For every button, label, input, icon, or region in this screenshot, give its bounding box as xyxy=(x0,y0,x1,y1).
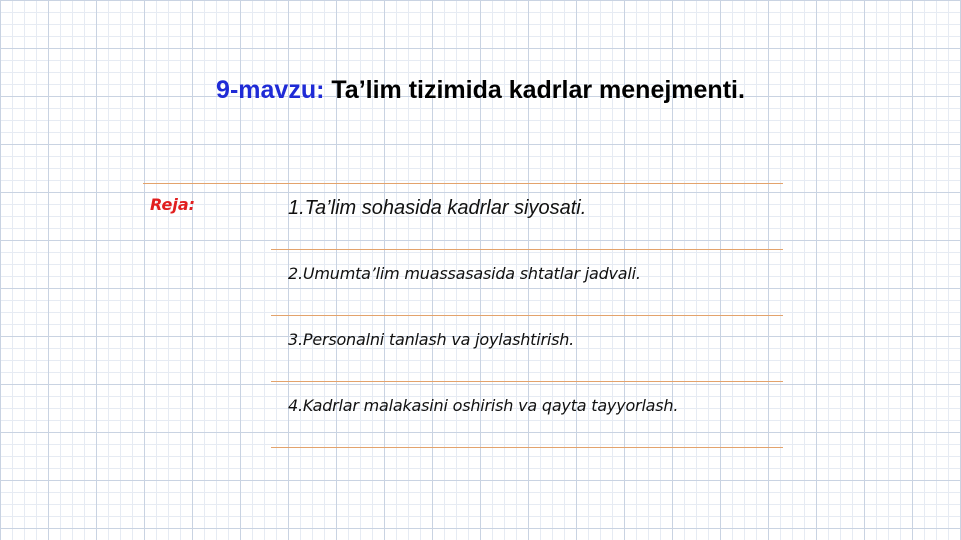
plan-item-2 xyxy=(271,250,783,316)
plan-item-4 xyxy=(271,382,783,448)
title-prefix: 9-mavzu: xyxy=(216,76,325,104)
plan-list xyxy=(271,184,783,448)
plan-item-1 xyxy=(271,184,783,250)
plan-item-text: 1.Ta’lim sohasida kadrlar siyosati. xyxy=(288,197,587,219)
plan-item-text: 3.Personalni tanlash va joylashtirish. xyxy=(288,330,575,349)
slide-title xyxy=(0,76,961,105)
plan-label: Reja: xyxy=(150,195,196,214)
title-text: Ta’lim tizimida kadrlar menejmenti. xyxy=(331,76,745,104)
plan-item-text: 4.Kadrlar malakasini oshirish va qayta tayyorlash. xyxy=(288,396,679,415)
plan-item-text: 2.Umumta’lim muassasasida shtatlar jadvali. xyxy=(288,264,641,283)
plan-item-3 xyxy=(271,316,783,382)
